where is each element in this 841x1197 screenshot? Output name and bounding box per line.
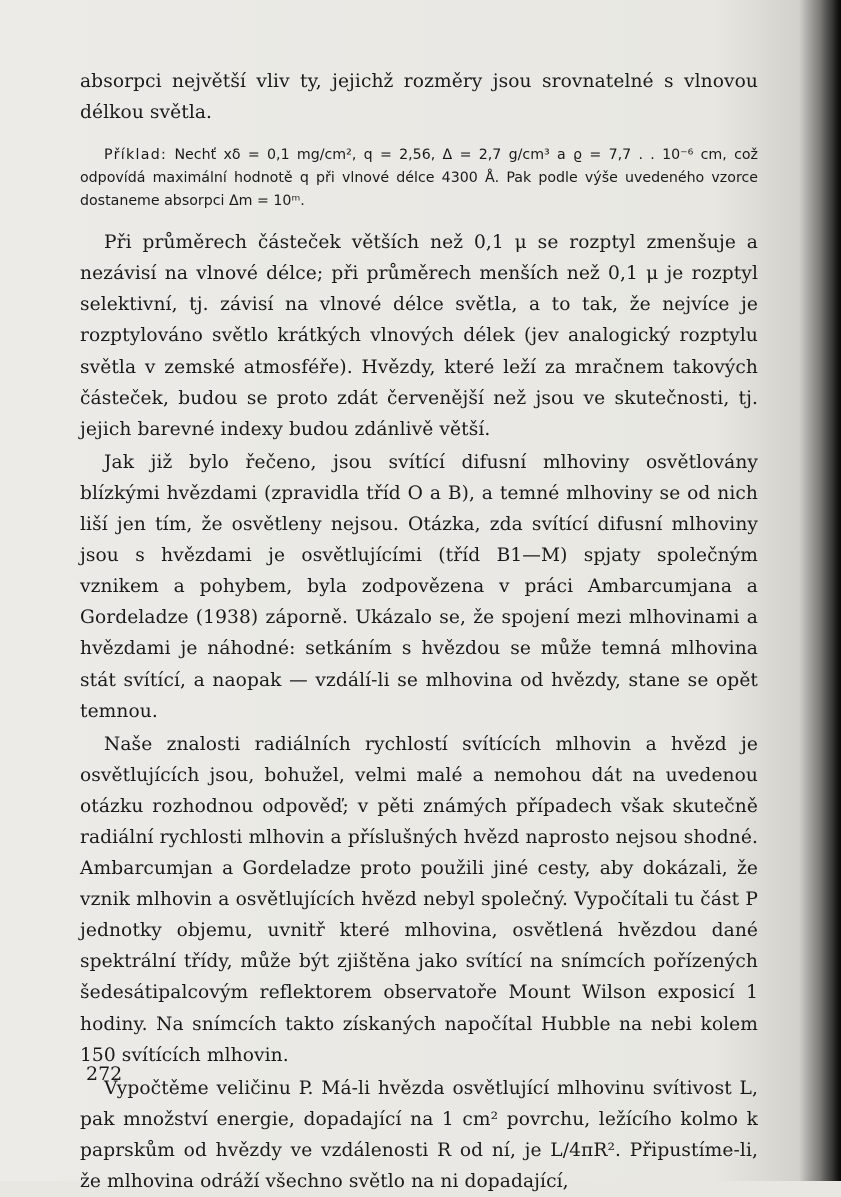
- paragraph-radial-velocities: Naše znalosti radiálních rychlostí svítících mlhovin a hvězd je osvětlujících jsou, bohužel, velmi malé a nemohou dát na uvedenou otázku rozhodnou odpověď; v pěti známých případech však skutečně radiální rychlosti mlhovin a příslušných hvězd naprosto nejsou shodné. Ambarcumjan a Gordeladze proto použili jiné cesty, aby dokázali, že vznik mlhovin a osvětlujících hvězd nebyl společný. Vypočítali tu část P jednotky objemu, uvnitř které mlhovina, osvětlená hvězdou dané spektrální třídy, může být zjištěna jako svítící na snímcích pořízených šedesátipalcovým reflektorem observatoře Mount Wilson exposicí 1 hodiny. Na snímcích takto získaných napočítal Hubble na nebi kolem 150 svítících mlhovin.: [80, 733, 758, 1066]
- text-column: [80, 66, 758, 1197]
- paragraph-continuation: absorpci největší vliv ty, jejichž rozměry jsou srovnatelné s vlnovou délkou světla.: [80, 71, 758, 124]
- example-block: [80, 144, 758, 213]
- example-label: Příklad:: [104, 147, 168, 164]
- page-number: 272: [86, 1063, 123, 1085]
- paragraph-diffuse-nebulae: Jak již bylo řečeno, jsou svítící difusní mlhoviny osvětlovány blízkými hvězdami (zpravidla tříd O a B), a temné mlhoviny se od nich liší jen tím, že osvětleny nejsou. Otázka, zda svítící difusní mlhoviny jsou s hvězdami je osvětlujícími (tříd B1—M) spjaty společným vznikem a pohybem, byla zodpovězena v práci Ambarcumjana a Gordeladze (1938) záporně. Ukázalo se, že spojení mezi mlhovinami a hvězdami je náhodné: setkáním s hvězdou se může temná mlhovina stát svítící, a naopak — vzdálí-li se mlhovina od hvězdy, stane se opět temnou.: [80, 451, 758, 722]
- paragraph-scattering: Při průměrech částeček větších než 0,1 μ se rozptyl zmenšuje a nezávisí na vlnové délce; při průměrech menších než 0,1 μ je rozptyl selektivní, tj. závisí na vlnové délce světla, a to tak, že nejvíce je rozptylováno světlo krátkých vlnových délek (jev analogický rozptylu světla v zemské atmosféře). Hvězdy, které leží za mračnem takových částeček, budou se proto zdát červenější než jsou ve skutečnosti, tj. jejich barevné indexy budou zdánlivě větší.: [80, 232, 758, 440]
- paragraph-compute-p: Vypočtěme veličinu P. Má-li hvězda osvětlující mlhovinu svítivost L, pak množství energie, dopadající na 1 cm² povrchu, ležícího kolmo k paprskům od hvězdy ve vzdálenosti R od ní, je L/4πR². Připustíme-li, že mlhovina odráží všechno světlo na ni dopadající,: [80, 1077, 758, 1192]
- binding-shadow: [799, 0, 841, 1181]
- example-text: Nechť xδ = 0,1 mg/cm², q = 2,56, Δ = 2,7 g/cm³ a ϱ = 7,7 . . 10⁻⁶ cm, což odpovídá maximální hodnotě q při vlnové délce 4300 Å. Pak podle výše uvedeného vzorce dostaneme absorpci Δm = 10ᵐ.: [80, 147, 758, 210]
